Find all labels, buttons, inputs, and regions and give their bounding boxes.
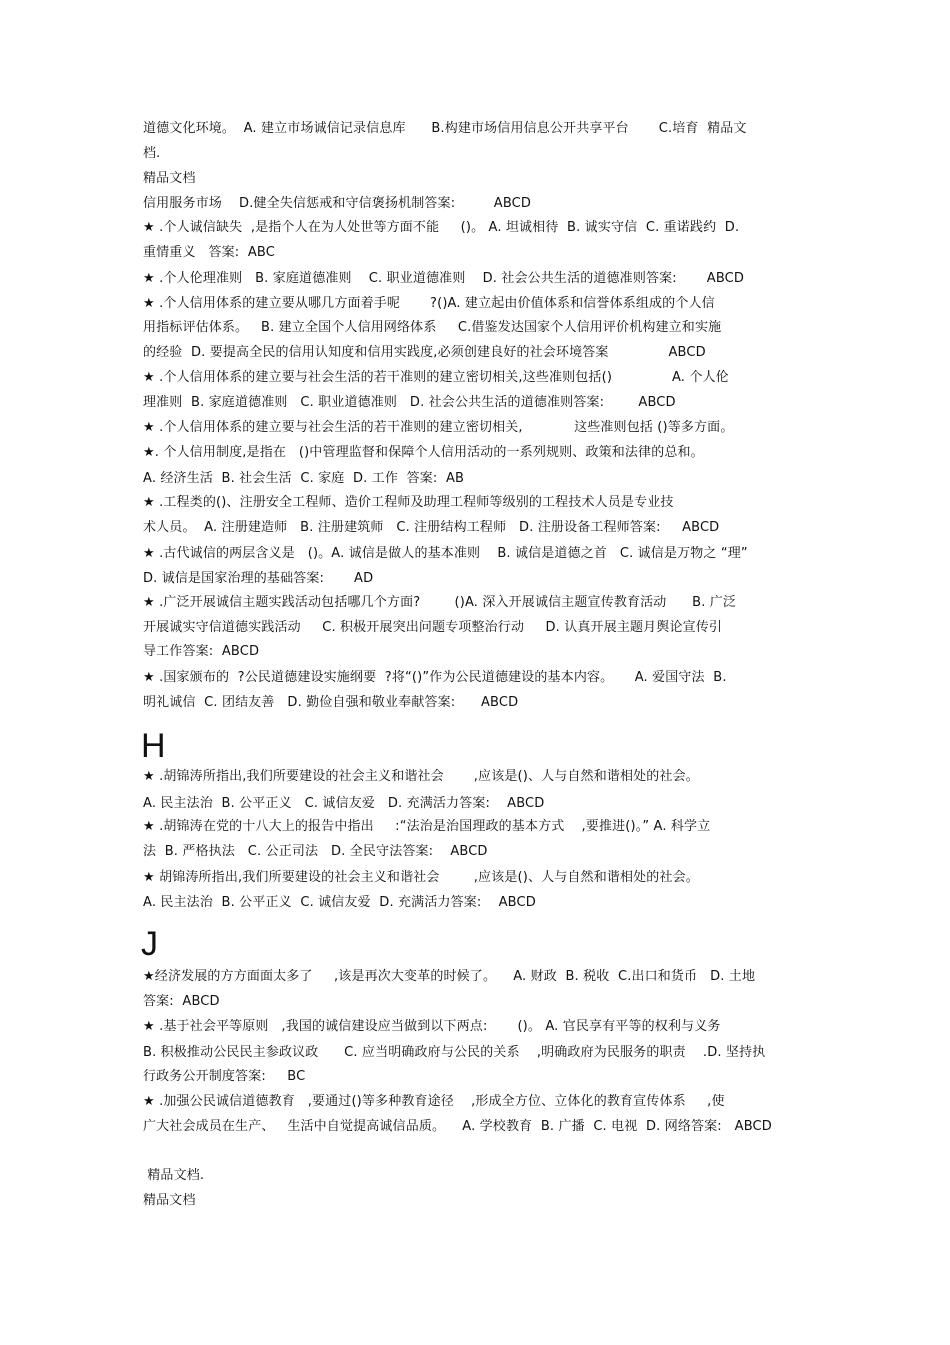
text-line: A. 经济生活 B. 社会生活 C. 家庭 D. 工作 答案: AB	[143, 471, 465, 486]
section-letter: J	[141, 925, 158, 963]
text-line: 重情重义 答案: ABC	[143, 245, 275, 260]
text-line: 精品文档	[143, 171, 196, 186]
text-line: A. 民主法治 B. 公平正义 C. 诚信友爱 D. 充满活力答案: ABCD	[143, 796, 545, 811]
text-line: 用指标评估体系。 B. 建立全国个人信用网络体系 C.借鉴发达国家个人信用评价机构建立和实施	[143, 320, 722, 335]
text-line: B. 积极推动公民民主参政议政 C. 应当明确政府与公民的关系 ,明确政府为民服务的职责 .D. 坚持执	[143, 1045, 766, 1060]
text-line: 信用服务市场 D.健全失信惩戒和守信褒扬机制答案: ABCD	[143, 196, 532, 211]
footer-text: 精品文档.	[143, 1168, 205, 1183]
text-line: D. 诚信是国家治理的基础答案: AD	[143, 571, 374, 586]
question-line: ★. 个人信用制度,是指在 ()中管理监督和保障个人信用活动的一系列规则、政策和法律的总和。	[143, 445, 704, 460]
text-line: 理准则 B. 家庭道德准则 C. 职业道德准则 D. 社会公共生活的道德准则答案: ABCD	[143, 395, 676, 410]
question-line: ★ .个人诚信缺失 ,是指个人在为人处世等方面不能 ()。 A. 坦诚相待 B. 诚实守信 C. 重诺践约 D.	[143, 220, 740, 235]
text-line: 导工作答案: ABCD	[143, 644, 260, 659]
question-line: ★ .古代诚信的两层含义是 ()。A. 诚信是做人的基本准则 B. 诚信是道德之首 C. 诚信是万物之 “理”	[143, 546, 748, 561]
question-line: ★ .个人信用体系的建立要与社会生活的若干准则的建立密切相关,这些准则包括() A. 个人伦	[143, 370, 729, 385]
question-line: ★ .个人信用体系的建立要与社会生活的若干准则的建立密切相关, 这些准则包括 ()等多方面。	[143, 420, 734, 435]
question-line: ★ .广泛开展诚信主题实践活动包括哪几个方面? ()A. 深入开展诚信主题宣传教育活动 B. 广泛	[143, 595, 737, 610]
text-line: 行政务公开制度答案: BC	[143, 1069, 306, 1084]
text-line: 档.	[143, 146, 161, 161]
text-line: 开展诚实守信道德实践活动 C. 积极开展突出问题专项整治行动 D. 认真开展主题月舆论宣传引	[143, 620, 723, 635]
question-line: ★ 胡锦涛所指出,我们所要建设的社会主义和谐社会 ,应该是()、人与自然和谐相处的社会。	[143, 870, 699, 885]
question-line: ★ .胡锦涛所指出,我们所要建设的社会主义和谐社会 ,应该是()、人与自然和谐相处的社会。	[143, 769, 699, 784]
question-line: ★ .个人伦理准则 B. 家庭道德准则 C. 职业道德准则 D. 社会公共生活的道德准则答案: ABCD	[143, 271, 745, 286]
question-line: ★ .基于社会平等原则 ,我国的诚信建设应当做到以下两点: ()。 A. 官民享有平等的权利与义务	[143, 1019, 721, 1034]
section-letter: H	[141, 727, 166, 765]
text-line: 明礼诚信 C. 团结友善 D. 勤俭自强和敬业奉献答案: ABCD	[143, 695, 519, 710]
text-line: 术人员。 A. 注册建造师 B. 注册建筑师 C. 注册结构工程师 D. 注册设备工程师答案: ABCD	[143, 520, 720, 535]
text-line: 道德文化环境。 A. 建立市场诚信记录信息库 B.构建市场信用信息公开共享平台 C.培育 精品文	[143, 121, 747, 136]
text-line: 法 B. 严格执法 C. 公正司法 D. 全民守法答案: ABCD	[143, 844, 488, 859]
text-line: 的经验 D. 要提高全民的信用认知度和信用实践度,必须创建良好的社会环境答案 ABCD	[143, 345, 706, 360]
question-line: ★ .国家颁布的 ?公民道德建设实施纲要 ?将“()”作为公民道德建设的基本内容。 A. 爱国守法 B.	[143, 670, 727, 685]
question-line: ★经济发展的方方面面太多了 ,该是再次大变革的时候了。 A. 财政 B. 税收 C.出口和货币 D. 土地	[143, 969, 756, 984]
question-line: ★ .工程类的()、注册安全工程师、造价工程师及助理工程师等级别的工程技术人员是专业技	[143, 495, 674, 510]
question-line: ★ .胡锦涛在党的十八大上的报告中指出 :“法治是治国理政的基本方式 ,要推进()。” A. 科学立	[143, 819, 711, 834]
question-line: ★ .个人信用体系的建立要从哪几方面着手呢 ?()A. 建立起由价值体系和信誉体系组成的个人信	[143, 296, 715, 311]
text-line: 答案: ABCD	[143, 994, 220, 1009]
footer-text: 精品文档	[143, 1193, 196, 1208]
text-line: 广大社会成员在生产、 生活中自觉提高诚信品质。 A. 学校教育 B. 广播 C. 电视 D. 网络答案: ABCD	[143, 1119, 772, 1134]
question-line: ★ .加强公民诚信道德教育 ,要通过()等多种教育途径 ,形成全方位、立体化的教育宣传体系 ,使	[143, 1094, 725, 1109]
text-line: A. 民主法治 B. 公平正义 C. 诚信友爱 D. 充满活力答案: ABCD	[143, 895, 536, 910]
